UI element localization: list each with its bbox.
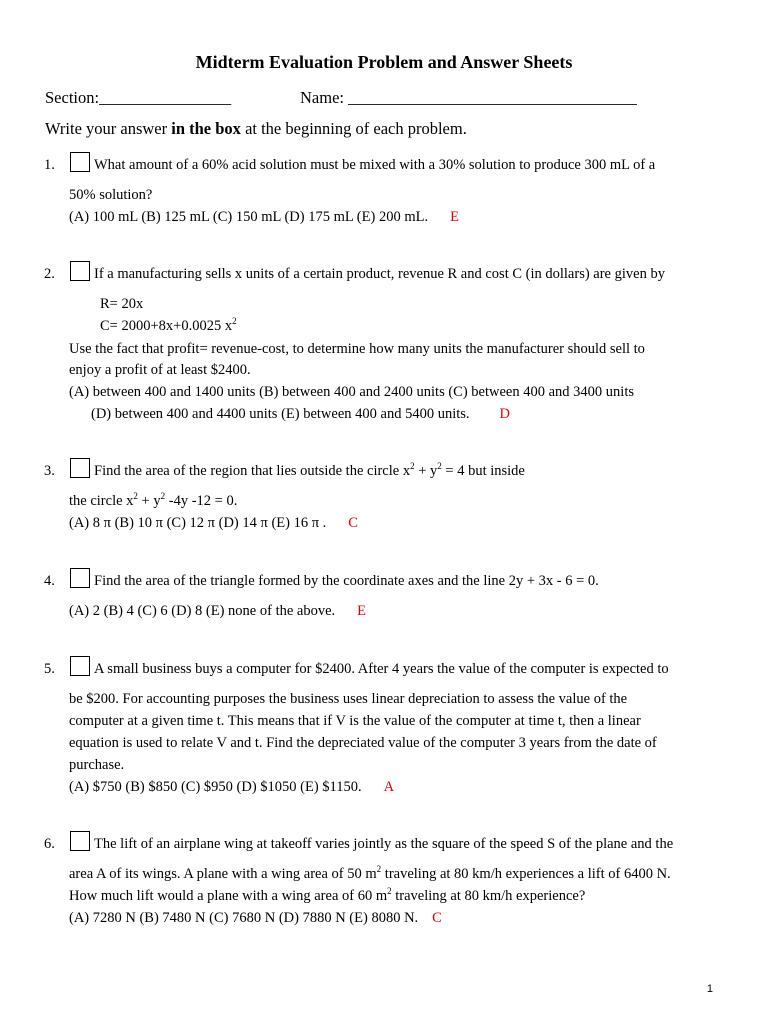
problem-text: Use the fact that profit= revenue-cost, to determine how many units the manufacturer should sell to: [69, 341, 645, 357]
answer-box[interactable]: [70, 568, 90, 588]
text-part: How much lift would a plane with a wing area of 60 m: [69, 888, 388, 904]
answer-choices: [69, 778, 394, 796]
exponent: 2: [160, 491, 166, 502]
exponent: 2: [133, 491, 138, 502]
choices-text: (A) $750 (B) $850 (C) $950 (D) $1050 (E) $1150.: [69, 779, 362, 795]
problem-text: The lift of an airplane wing at takeoff varies jointly as the square of the speed S of the plane and the: [94, 836, 674, 852]
correct-answer: E: [357, 603, 367, 619]
choices-text: (A) 100 mL (B) 125 mL (C) 150 mL (D) 175 mL (E) 200 mL.: [69, 209, 429, 225]
answer-box[interactable]: [70, 831, 90, 851]
answer-box[interactable]: [70, 656, 90, 676]
problem-text: [94, 462, 525, 480]
problem-number: 6.: [44, 836, 55, 852]
choices-text: (D) between 400 and 4400 units (E) between 400 and 5400 units.: [91, 406, 470, 422]
problem-text: [69, 865, 671, 883]
text-part: traveling at 80 km/h experience?: [391, 888, 586, 904]
text-part: Find the area of the region that lies outside the circle x: [94, 463, 411, 479]
name-field: Name: ___________________________________: [300, 88, 637, 107]
problem-text: Find the area of the triangle formed by the coordinate axes and the line 2y + 3x - 6 = 0.: [94, 573, 599, 589]
text-part: traveling at 80 km/h experiences a lift of 6400 N.: [381, 866, 671, 882]
page-title: Midterm Evaluation Problem and Answer Sheets: [195, 52, 573, 72]
problem-number: 4.: [44, 573, 55, 589]
choices-text: (A) 8 π (B) 10 π (C) 12 π (D) 14 π (E) 16 π .: [69, 515, 327, 531]
problem-text: 50% solution?: [69, 187, 153, 203]
exponent: 2: [232, 316, 237, 327]
problem-text: [69, 492, 237, 510]
problem-number: 3.: [44, 463, 55, 479]
problem-text: computer at a given time t. This means that if V is the value of the computer at time t, then a linear: [69, 713, 641, 729]
problem-text: equation is used to relate V and t. Find the depreciated value of the computer 3 years from the date of: [69, 735, 657, 751]
answer-choices: [69, 909, 442, 927]
text-part: area A of its wings. A plane with a wing area of 50 m: [69, 866, 377, 882]
problem-text: If a manufacturing sells x units of a certain product, revenue R and cost C (in dollars) are given by: [94, 266, 665, 282]
cost-equation-base: C= 2000+8x+0.0025 x: [100, 318, 233, 334]
problem-text: A small business buys a computer for $2400. After 4 years the value of the computer is expected to: [94, 661, 669, 677]
correct-answer: C: [348, 515, 358, 531]
instruction-emphasis: in the box: [171, 119, 241, 138]
correct-answer: D: [499, 406, 511, 422]
text-part: the circle x: [69, 493, 134, 509]
problem-text: purchase.: [69, 757, 125, 773]
answer-choices: [69, 514, 358, 532]
correct-answer: E: [450, 209, 459, 225]
instruction-suffix: at the beginning of each problem.: [240, 119, 467, 138]
text-part: + y: [414, 463, 438, 479]
problem-text: [69, 887, 585, 905]
text-part: = 4 but inside: [441, 463, 525, 479]
answer-box[interactable]: [70, 261, 90, 281]
revenue-equation: R= 20x: [100, 296, 144, 312]
text-part: -4y -12 = 0.: [165, 493, 238, 509]
answer-choices: [69, 208, 459, 226]
instruction-prefix: Write your answer: [45, 119, 172, 138]
problem-number: 1.: [44, 157, 55, 173]
answer-choices: (A) between 400 and 1400 units (B) between 400 and 2400 units (C) between 400 and 3400 units: [69, 384, 634, 400]
answer-box[interactable]: [70, 152, 90, 172]
choices-text: (A) 7280 N (B) 7480 N (C) 7680 N (D) 7880 N (E) 8080 N.: [69, 910, 419, 926]
correct-answer: C: [432, 910, 442, 926]
exponent: 2: [437, 461, 442, 472]
problem-number: 2.: [44, 266, 55, 282]
problem-text: be $200. For accounting purposes the business uses linear depreciation to assess the value of the: [69, 691, 628, 707]
page-number: 1: [706, 983, 713, 995]
problem-text: enjoy a profit of at least $2400.: [69, 362, 251, 378]
answer-box[interactable]: [70, 458, 90, 478]
answer-choices: [69, 602, 366, 620]
problem-text: What amount of a 60% acid solution must be mixed with a 30% solution to produce 300 mL of a: [94, 157, 656, 173]
exponent: 2: [410, 461, 415, 472]
section-field: Section:________________: [45, 88, 232, 107]
exponent: 2: [387, 886, 392, 897]
correct-answer: A: [383, 779, 395, 795]
choices-text: (A) 2 (B) 4 (C) 6 (D) 8 (E) none of the above.: [69, 603, 336, 619]
text-part: + y: [137, 493, 161, 509]
problem-number: 5.: [44, 661, 55, 677]
instruction: [45, 120, 467, 138]
exponent: 2: [376, 864, 382, 875]
cost-equation: [100, 317, 237, 335]
answer-choices: [91, 405, 510, 423]
